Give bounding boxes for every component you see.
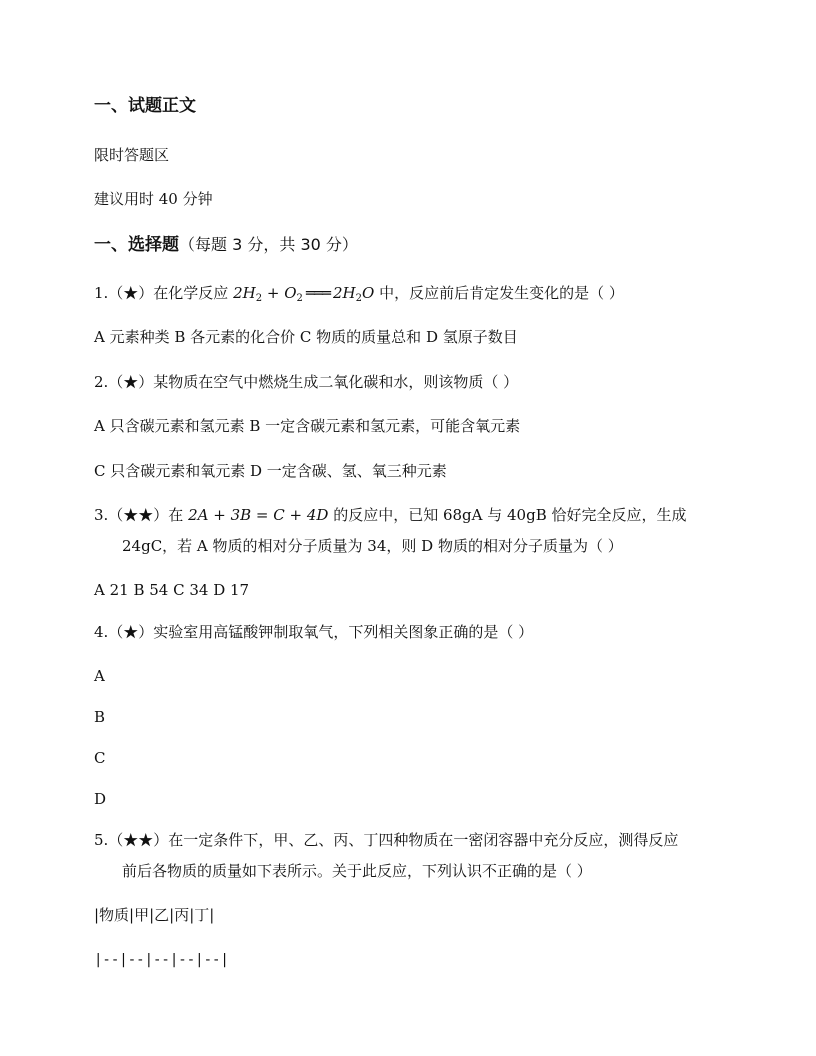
question-2-options-line1: A 只含碳元素和氢元素 B 一定含碳元素和氢元素，可能含氧元素 [94,417,521,435]
timed-zone-label: 限时答题区 [94,146,170,164]
question-1-prefix: 1.（★）在化学反应 [94,284,229,302]
question-3-stem-line2: 24gC，若 A 物质的相对分子质量为 34，则 D 物质的相对分子质量为（ ） [122,537,623,555]
question-5-stem-line1: 5.（★★）在一定条件下，甲、乙、丙、丁四种物质在一密闭容器中充分反应，测得反应 [94,831,679,849]
question-3-stem-line1 [94,505,687,525]
question-1-stem [94,283,624,303]
question-2-options-line2: C 只含碳元素和氧元素 D 一定含碳、氢、氧三种元素 [94,462,447,480]
question-4-option-c: C [94,749,106,767]
question-5-table-header: |物质|甲|乙|丙|丁| [94,906,215,924]
question-4-stem: 4.（★）实验室用高锰酸钾制取氧气，下列相关图象正确的是（ ） [94,623,534,641]
question-5-table-separator: |--|--|--|--|--| [94,952,229,968]
question-3-suffix: 的反应中，已知 68gA 与 40gB 恰好完全反应，生成 [333,506,687,524]
question-1-equation: $2H_2 + O_2$ ═══ $2H_2O$ [233,284,375,304]
question-2-stem: 2.（★）某物质在空气中燃烧生成二氧化碳和水，则该物质（ ） [94,373,519,391]
suggested-time-label: 建议用时 40 分钟 [94,190,213,208]
section-score-note: （每题 3 分，共 30 分） [179,235,358,254]
question-3-options: A 21 B 54 C 34 D 17 [94,581,250,599]
heading-exam-body: 一、试题正文 [94,96,196,116]
question-1-options: A 元素种类 B 各元素的化合价 C 物质的质量总和 D 氢原子数目 [94,328,518,346]
question-4-option-b: B [94,708,106,726]
question-3-equation: 2A + 3B = C + 4D [188,506,329,524]
section-title: 一、选择题 [94,235,179,255]
section-heading-multiple-choice [94,235,358,255]
question-5-stem-line2: 前后各物质的质量如下表所示。关于此反应，下列认识不正确的是（ ） [122,862,592,880]
question-3-prefix: 3.（★★）在 [94,506,184,524]
question-1-suffix: 中，反应前后肯定发生变化的是（ ） [379,284,624,302]
question-4-option-d: D [94,790,107,808]
question-4-option-a: A [94,667,105,685]
